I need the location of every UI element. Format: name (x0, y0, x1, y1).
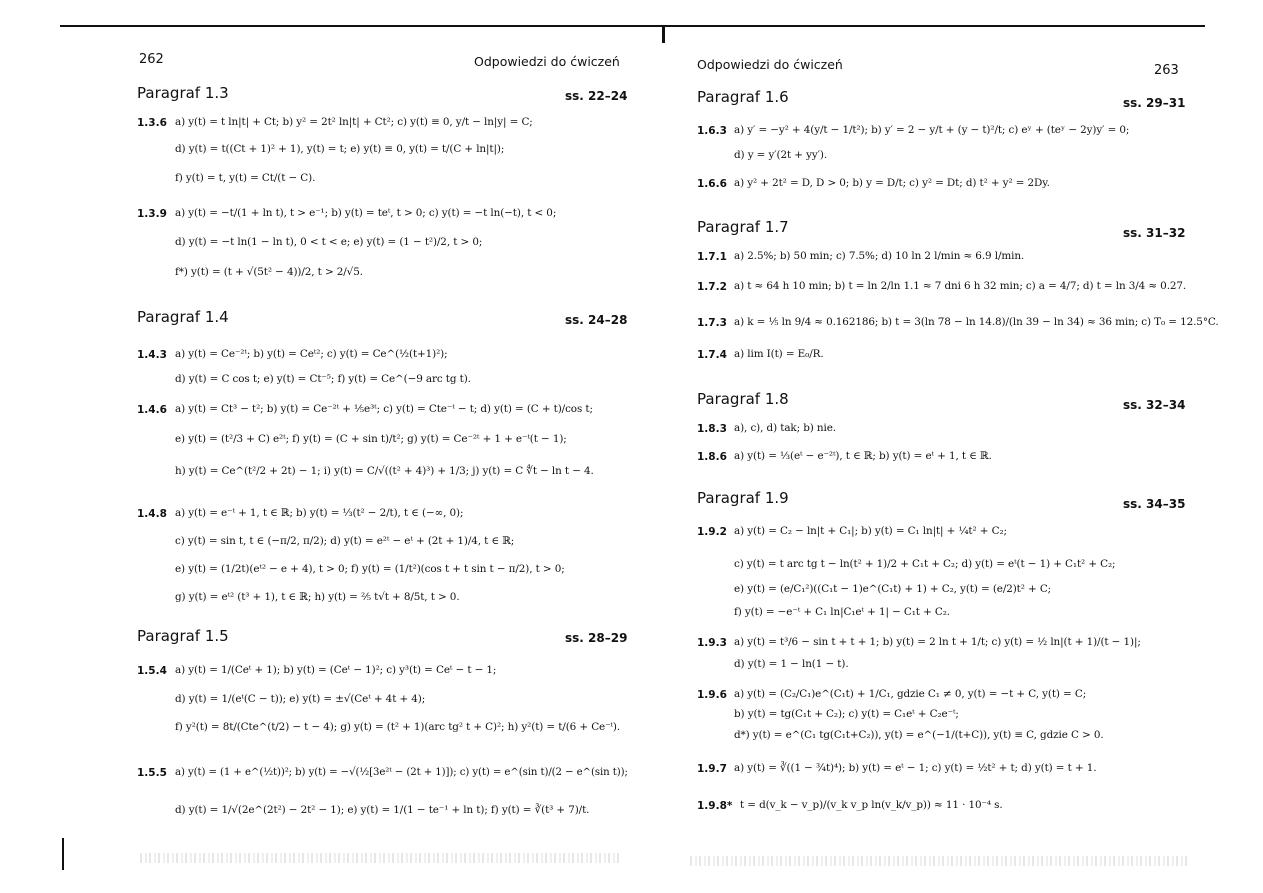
answer-line: d*) y(t) = e^(C₁ tg(C₁t+C₂)), y(t) = e^(−1/(t+C)), y(t) ≡ C, gdzie C > 0. (734, 729, 1104, 741)
exercise-number: 1.3.6 (137, 117, 167, 129)
section-title: Paragraf 1.8 (697, 390, 789, 408)
answer-line: f) y(t) = t, y(t) = Ct/(t − C). (175, 172, 316, 184)
exercise-number: 1.9.3 (697, 637, 727, 649)
exercise-number: 1.7.2 (697, 281, 727, 293)
answer-line: d) y(t) = 1/(eᵗ(C − t)); e) y(t) = ±√(Ceᵗ + 4t + 4); (175, 693, 426, 705)
answer-line: a) y(t) = 1/(Ceᵗ + 1); b) y(t) = (Ceᵗ − 1)²; c) y³(t) = Ceᵗ − t − 1; (175, 664, 497, 676)
answer-line: a) t ≈ 64 h 10 min; b) t = ln 2/ln 1.1 ≈ 7 dni 6 h 32 min; c) a = 4/7; d) t = ln 3/4 ≈ 0.27. (734, 280, 1187, 292)
exercise-number: 1.7.4 (697, 349, 727, 361)
answer-line: d) y(t) = −t ln(1 − ln t), 0 < t < e; e) y(t) = (1 − t²)/2, t > 0; (175, 236, 483, 248)
section-title: Paragraf 1.9 (697, 489, 789, 507)
running-header: Odpowiedzi do ćwiczeń (697, 57, 843, 72)
exercise-number: 1.6.6 (697, 178, 727, 190)
exercise-number: 1.9.6 (697, 689, 727, 701)
exercise-number: 1.4.8 (137, 508, 167, 520)
exercise-number: 1.9.2 (697, 526, 727, 538)
exercise-number: 1.8.3 (697, 423, 727, 435)
answer-line: h) y(t) = Ce^(t²/2 + 2t) − 1; i) y(t) = C/√((t² + 4)³) + 1/3; j) y(t) = C ∜t − ln t − 4. (175, 465, 594, 477)
answer-line: a) y(t) = t ln|t| + Ct; b) y² = 2t² ln|t| + Ct²; c) y(t) ≡ 0, y/t − ln|y| = C; (175, 116, 533, 128)
section-pages: ss. 32–34 (1123, 398, 1186, 412)
answer-line: a) y(t) = ⅓(eᵗ − e⁻²ᵗ), t ∈ ℝ; b) y(t) = eᵗ + 1, t ∈ ℝ. (734, 450, 992, 462)
answer-line: c) y(t) = sin t, t ∈ (−π/2, π/2); d) y(t) = e²ᵗ − eᵗ + (2t + 1)/4, t ∈ ℝ; (175, 535, 515, 547)
answer-line: a) y(t) = t³/6 − sin t + t + 1; b) y(t) = 2 ln t + 1/t; c) y(t) = ½ ln|(t + 1)/(t − 1)|; (734, 636, 1141, 648)
exercise-number: 1.7.1 (697, 251, 727, 263)
answer-line: e) y(t) = (1/2t)(eᵗ² − e + 4), t > 0; f) y(t) = (1/t²)(cos t + t sin t − π/2), t > 0; (175, 563, 565, 575)
answer-line: a) y(t) = e⁻ᵗ + 1, t ∈ ℝ; b) y(t) = ⅓(t² − 2/t), t ∈ (−∞, 0); (175, 507, 464, 519)
answer-line: a) y′ = −y² + 4(y/t − 1/t²); b) y′ = 2 − y/t + (y − t)²/t; c) eʸ + (teʸ − 2y)y′ = 0; (734, 124, 1130, 136)
right-page (640, 0, 1263, 893)
section-pages: ss. 28–29 (565, 631, 628, 645)
answer-line: a) y(t) = ∛((1 − ¾t)⁴); b) y(t) = eᵗ − 1; c) y(t) = ½t² + t; d) y(t) = t + 1. (734, 762, 1097, 774)
answer-line: a) y² + 2t² = D, D > 0; b) y = D/t; c) y² = Dt; d) t² + y² = 2Dy. (734, 177, 1050, 189)
answer-line: a) k = ⅕ ln 9/4 ≈ 0.162186; b) t = 3(ln 78 − ln 14.8)/(ln 39 − ln 34) ≈ 36 min; c) T₀ = 12.5°C. (734, 316, 1219, 328)
answer-line: a) 2.5%; b) 50 min; c) 7.5%; d) 10 ln 2 l/min ≈ 6.9 l/min. (734, 250, 1025, 262)
answer-line: a) y(t) = Ce⁻²ᵗ; b) y(t) = Ceᵗ²; c) y(t) = Ce^(½(t+1)²); (175, 348, 448, 360)
answer-line: a) y(t) = (1 + e^(½t))²; b) y(t) = −√(½[3e²ᵗ − (2t + 1)]); c) y(t) = e^(sin t)/(2 − e^(sin t)); (175, 766, 628, 778)
section-pages: ss. 31–32 (1123, 226, 1186, 240)
answer-line: f) y(t) = −e⁻ᵗ + C₁ ln|C₁eᵗ + 1| − C₁t + C₂. (734, 606, 951, 618)
answer-line: a) y(t) = (C₂/C₁)e^(C₁t) + 1/C₁, gdzie C₁ ≠ 0, y(t) = −t + C, y(t) = C; (734, 688, 1087, 700)
answer-line: b) y(t) = tg(C₁t + C₂); c) y(t) = C₁eᵗ + C₂e⁻ᵗ; (734, 708, 959, 720)
section-title: Paragraf 1.6 (697, 88, 789, 106)
exercise-number: 1.9.7 (697, 763, 727, 775)
exercise-number: 1.6.3 (697, 125, 727, 137)
answer-line: t = d(v_k − v_p)/(v_k v_p ln(v_k/v_p)) ≈ 11 · 10⁻⁴ s. (740, 799, 1003, 811)
answer-line: g) y(t) = eᵗ² (t³ + 1), t ∈ ℝ; h) y(t) = ⅖ t√t + 8/5t, t > 0. (175, 591, 460, 603)
exercise-number: 1.3.9 (137, 208, 167, 220)
page-number: 263 (1154, 63, 1179, 78)
answer-line: a), c), d) tak; b) nie. (734, 422, 836, 434)
answer-line: d) y(t) = t((Ct + 1)² + 1), y(t) = t; e) y(t) ≡ 0, y(t) = t/(C + ln|t|); (175, 143, 505, 155)
exercise-number: 1.5.4 (137, 665, 167, 677)
section-title: Paragraf 1.5 (137, 627, 229, 645)
section-pages: ss. 24–28 (565, 313, 628, 327)
answer-line: d) y(t) = C cos t; e) y(t) = Ct⁻⁵; f) y(t) = Ce^(−9 arc tg t). (175, 373, 471, 385)
answer-line: c) y(t) = t arc tg t − ln(t² + 1)/2 + C₁t + C₂; d) y(t) = eᵗ(t − 1) + C₁t² + C₂; (734, 558, 1116, 570)
section-pages: ss. 22–24 (565, 89, 628, 103)
answer-line: f) y²(t) = 8t/(Cte^(t/2) − t − 4); g) y(t) = (t² + 1)(arc tg² t + C)²; h) y²(t) = t/(6 + Ce⁻ᵗ). (175, 721, 621, 733)
section-title: Paragraf 1.3 (137, 84, 229, 102)
answer-line: e) y(t) = (e/C₁²)((C₁t − 1)e^(C₁t) + 1) + C₂, y(t) = (e/2)t² + C; (734, 583, 1052, 595)
exercise-number: 1.5.5 (137, 767, 167, 779)
answer-line: e) y(t) = (t²/3 + C) e²ᵗ; f) y(t) = (C + sin t)/t²; g) y(t) = Ce⁻²ᵗ + 1 + e⁻ᵗ(t − 1); (175, 433, 567, 445)
exercise-number: 1.7.3 (697, 317, 727, 329)
section-title: Paragraf 1.4 (137, 308, 229, 326)
answer-line: d) y(t) = 1 − ln(1 − t). (734, 658, 849, 670)
page-number: 262 (139, 52, 164, 67)
section-pages: ss. 34–35 (1123, 497, 1186, 511)
exercise-number: 1.4.6 (137, 404, 167, 416)
answer-line: f*) y(t) = (t + √(5t² − 4))/2, t > 2/√5. (175, 266, 363, 278)
exercise-number: 1.9.8* (697, 800, 733, 812)
answer-line: d) y = y′(2t + yy′). (734, 149, 828, 161)
answer-line: d) y(t) = 1/√(2e^(2t²) − 2t² − 1); e) y(t) = 1/(1 − te⁻¹ + ln t); f) y(t) = ∛(t³ + 7)/t. (175, 804, 590, 816)
answer-line: a) y(t) = −t/(1 + ln t), t > e⁻¹; b) y(t) = teᵗ, t > 0; c) y(t) = −t ln(−t), t < 0; (175, 207, 557, 219)
running-header: Odpowiedzi do ćwiczeń (474, 54, 620, 69)
exercise-number: 1.8.6 (697, 451, 727, 463)
answer-line: a) y(t) = Ct³ − t²; b) y(t) = Ce⁻²ᵗ + ⅕e³ᵗ; c) y(t) = Cte⁻ᵗ − t; d) y(t) = (C + t)/cos t; (175, 403, 593, 415)
answer-line: a) lim I(t) = E₀/R. (734, 348, 824, 360)
section-title: Paragraf 1.7 (697, 218, 789, 236)
section-pages: ss. 29–31 (1123, 96, 1186, 110)
exercise-number: 1.4.3 (137, 349, 167, 361)
answer-line: a) y(t) = C₂ − ln|t + C₁|; b) y(t) = C₁ ln|t| + ¼t² + C₂; (734, 525, 1007, 537)
